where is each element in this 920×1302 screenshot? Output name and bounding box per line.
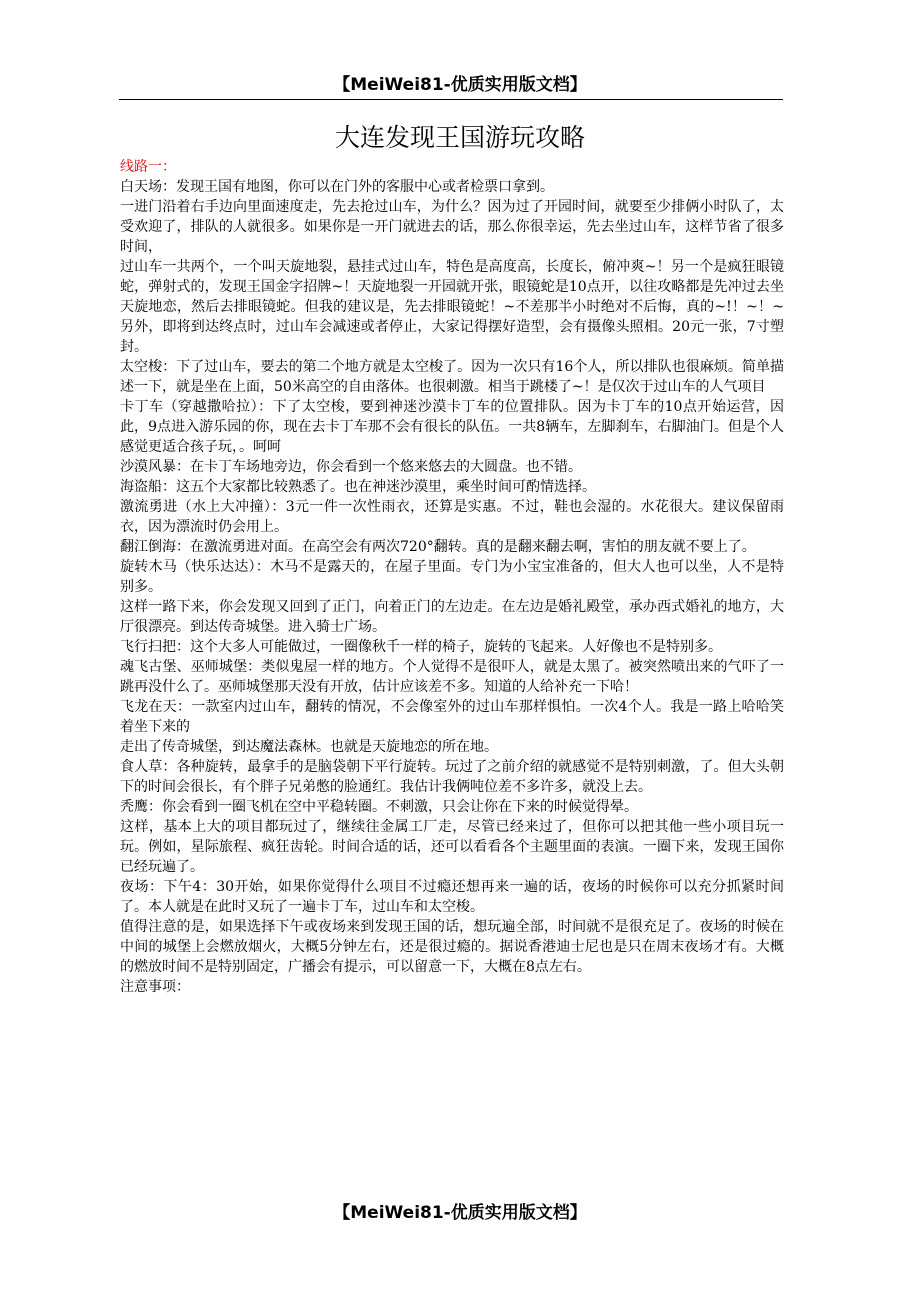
route-label: 线路一： — [120, 159, 176, 175]
paragraph: 卡丁车（穿越撒哈拉）：下了太空梭，要到神迷沙漠卡丁车的位置排队。因为卡丁车的10点开始运营，因此，9点进入游乐园的你，现在去卡丁车那不会有很长的队伍。一共8辆车，左脚刹车，右脚油门。但是个人感觉更适合孩子玩，。呵呵 — [120, 399, 784, 455]
paragraph: 沙漠风暴：在卡丁车场地旁边，你会看到一个悠来悠去的大圆盘。也不错。 — [120, 459, 582, 475]
paragraph: 旋转木马（快乐达达）：木马不是露天的，在屋子里面。专门为小宝宝准备的，但大人也可以坐，人不是特别多。 — [120, 559, 784, 595]
paragraph: 魂飞古堡、巫师城堡：类似鬼屋一样的地方。个人觉得不是很吓人，就是太黑了。被突然喷出来的气吓了一跳再没什么了。巫师城堡那天没有开放，估计应该差不多。知道的人给补充一下哈！ — [120, 659, 784, 695]
paragraph: 注意事项： — [120, 979, 190, 995]
paragraph: 夜场：下午4：30开始，如果你觉得什么项目不过瘾还想再来一遍的话，夜场的时候你可以充分抓紧时间了。本人就是在此时又玩了一遍卡丁车，过山车和太空梭。 — [120, 879, 784, 915]
paragraph: 翻江倒海：在激流勇进对面。在高空会有两次720°翻转。真的是翻来翻去啊，害怕的朋友就不要上了。 — [120, 539, 756, 555]
paragraph: 过山车一共两个，一个叫天旋地裂，悬挂式过山车，特色是高度高，长度长，俯冲爽~！另一个是疯狂眼镜蛇，弹射式的，发现王国金字招牌~！天旋地裂一开园就开张，眼镜蛇是10点开，以往攻略都是先冲过去坐天旋地恋，然后去排眼镜蛇。但我的建议是，先去排眼镜蛇！~不差那半小时绝对不后悔，真的~!！~！~另外，即将到达终点时，过山车会减速或者停止，大家记得摆好造型，会有摄像头照相。20元一张，7寸塑封。 — [120, 259, 784, 355]
document-body — [120, 157, 784, 997]
paragraph: 白天场：发现王国有地图，你可以在门外的客服中心或者检票口拿到。 — [120, 179, 554, 195]
paragraph: 激流勇进（水上大冲撞）：3元一件一次性雨衣，还算是实惠。不过，鞋也会湿的。水花很大。建议保留雨衣，因为漂流时仍会用上。 — [120, 499, 784, 535]
paragraph: 这样，基本上大的项目都玩过了，继续往金属工厂走，尽管已经来过了，但你可以把其他一些小项目玩一玩。例如，星际旅程、疯狂齿轮。时间合适的话，还可以看看各个主题里面的表演。一圈下来，发现王国你已经玩遍了。 — [120, 819, 784, 875]
paragraph: 飞行扫把：这个大多人可能做过，一圈像秋千一样的椅子，旋转的飞起来。人好像也不是特别多。 — [120, 639, 722, 655]
footer-banner: 【MeiWei81-优质实用版文档】 — [333, 1203, 587, 1223]
paragraph: 飞龙在天：一款室内过山车，翻转的情况，不会像室外的过山车那样惧怕。一次4个人。我是一路上哈哈笑着坐下来的 — [120, 699, 784, 735]
paragraph: 走出了传奇城堡，到达魔法森林。也就是天旋地恋的所在地。 — [120, 739, 498, 755]
header-banner: 【MeiWei81-优质实用版文档】 — [333, 75, 587, 95]
header-divider — [119, 99, 783, 100]
paragraph: 一进门沿着右手边向里面速度走，先去抢过山车，为什么？因为过了开园时间，就要至少排俩小时队了，太受欢迎了，排队的人就很多。如果你是一开门就进去的话，那么你很幸运，先去坐过山车，这样节省了很多时间， — [120, 199, 784, 255]
paragraph: 太空梭：下了过山车，要去的第二个地方就是太空梭了。因为一次只有16个人，所以排队也很麻烦。简单描述一下，就是坐在上面，50米高空的自由落体。也很刺激。相当于跳楼了~！是仅次于过山车的人气项目 — [120, 359, 784, 395]
paragraph: 海盗船：这五个大家都比较熟悉了。也在神迷沙漠里，乘坐时间可酌情选择。 — [120, 479, 596, 495]
paragraph: 食人草：各种旋转，最拿手的是脑袋朝下平行旋转。玩过了之前介绍的就感觉不是特别刺激，了。但大头朝下的时间会很长，有个胖子兄弟憋的脸通红。我估计我俩吨位差不多许多，就没上去。 — [120, 759, 784, 795]
paragraph: 这样一路下来，你会发现又回到了正门，向着正门的左边走。在左边是婚礼殿堂，承办西式婚礼的地方，大厅很漂亮。到达传奇城堡。进入骑士广场。 — [120, 599, 784, 635]
paragraph: 秃鹰：你会看到一圈飞机在空中平稳转圈。不刺激，只会让你在下来的时候觉得晕。 — [120, 799, 638, 815]
paragraph: 值得注意的是，如果选择下午或夜场来到发现王国的话，想玩遍全部，时间就不是很充足了。夜场的时候在中间的城堡上会燃放烟火，大概5分钟左右，还是很过瘾的。据说香港迪士尼也是只在周末夜场才有。大概的燃放时间不是特别固定，广播会有提示，可以留意一下，大概在8点左右。 — [120, 919, 784, 975]
document-title: 大连发现王国游玩攻略 — [334, 123, 585, 152]
